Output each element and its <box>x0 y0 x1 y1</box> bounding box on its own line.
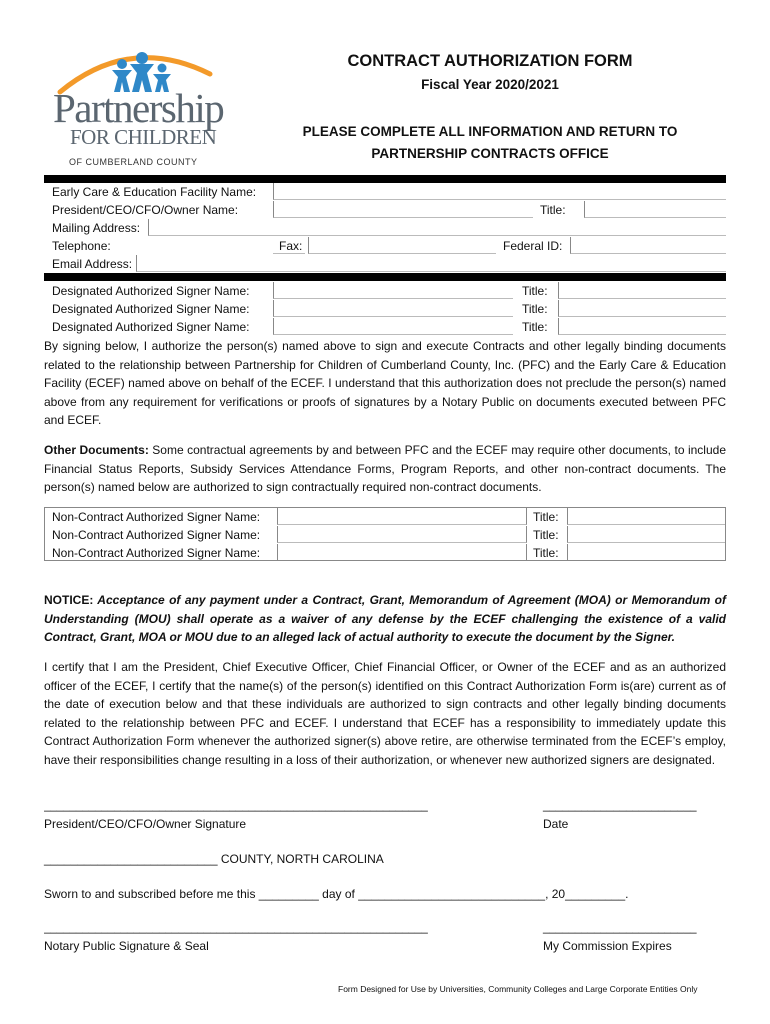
notice-heading: NOTICE: <box>44 593 94 607</box>
noncontract-title-label: Title: <box>533 510 559 524</box>
other-documents-text: Some contractual agreements by and between PFC and the ECEF may require other documents, to include Financial Status Reports, Subsidy Services Attendance Forms, Program Reports, and other non-contract documents. The person(s) named below are authorized to sign contractually required non-contract documents. <box>44 443 726 495</box>
signer-title-label: Title: <box>522 284 548 298</box>
instruction-line-1: PLEASE COMPLETE ALL INFORMATION AND RETURN TO <box>302 124 678 139</box>
form-title: CONTRACT AUTHORIZATION FORM <box>347 52 633 70</box>
signer-row <box>44 282 726 300</box>
owner-signature-line[interactable]: ____________________________________________________________ <box>44 800 428 812</box>
noncontract-name-label: Non-Contract Authorized Signer Name: <box>52 528 261 542</box>
notice-text: Acceptance of any payment under a Contract, Grant, Memorandum of Agreement (MOA) or Memorandum of Understanding (MOU) shall operate as a waiver of any defense by the ECEF challenging the existence of a valid Contract, Grant, MOA or MOU due to an alleged lack of actual authority to execute the document by the Signer. <box>44 593 726 645</box>
fax-label: Fax: <box>279 239 303 253</box>
noncontract-title-label: Title: <box>533 528 559 542</box>
instruction-line-2: PARTNERSHIP CONTRACTS OFFICE <box>371 146 609 161</box>
date-line[interactable]: ________________________ <box>543 800 697 812</box>
signer-name-label: Designated Authorized Signer Name: <box>52 284 250 298</box>
signer-title-label: Title: <box>522 320 548 334</box>
commission-expires-label: My Commission Expires <box>543 939 672 953</box>
section-divider-2 <box>44 273 726 281</box>
federal-id-label: Federal ID: <box>503 239 563 253</box>
fiscal-year: Fiscal Year 2020/2021 <box>421 77 559 92</box>
noncontract-name-field[interactable] <box>277 508 527 525</box>
owner-title-field[interactable] <box>584 201 726 218</box>
noncontract-title-field[interactable] <box>567 508 725 525</box>
noncontract-name-label: Non-Contract Authorized Signer Name: <box>52 510 261 524</box>
email-field[interactable] <box>136 255 726 272</box>
signer-name-label: Designated Authorized Signer Name: <box>52 302 250 316</box>
signer-row <box>44 318 726 336</box>
notice-paragraph <box>44 591 726 647</box>
owner-signature-label: President/CEO/CFO/Owner Signature <box>44 817 247 831</box>
noncontract-row <box>44 544 726 562</box>
noncontract-row <box>44 508 726 526</box>
other-documents-heading: Other Documents: <box>44 443 149 457</box>
signer-title-field[interactable] <box>558 300 726 317</box>
mailing-address-field[interactable] <box>148 219 726 236</box>
signer-row <box>44 300 726 318</box>
signer-name-field[interactable] <box>273 318 513 335</box>
commission-line[interactable]: ________________________ <box>543 922 697 934</box>
email-row <box>44 255 726 273</box>
authorization-paragraph: By signing below, I authorize the person(s) named above to sign and execute Contracts and other legally binding documents related to the relationship between Partnership for Children of Cumberland County, Inc. (PFC) and the Early Care & Education Facility (ECEF) named above on behalf of the ECEF. I understand that this authorization does not preclude the person(s) named above from any requirement for verifications or proofs of signatures by a Notary Public on documents executed between PFC and ECEF. <box>44 339 726 428</box>
notary-signature-line[interactable]: ____________________________________________________________ <box>44 922 428 934</box>
noncontract-title-label: Title: <box>533 546 559 560</box>
logo-for-children: FOR CHILDREN <box>70 125 217 149</box>
noncontract-title-field[interactable] <box>567 544 725 561</box>
signer-name-label: Designated Authorized Signer Name: <box>52 320 250 334</box>
notary-signature-label: Notary Public Signature & Seal <box>44 939 209 953</box>
owner-title-label: Title: <box>540 203 566 217</box>
signer-name-field[interactable] <box>273 300 513 317</box>
noncontract-name-field[interactable] <box>277 544 527 561</box>
owner-name-field[interactable] <box>273 201 533 218</box>
instruction-text <box>280 121 700 165</box>
facility-name-label: Early Care & Education Facility Name: <box>52 185 257 199</box>
other-documents-paragraph <box>44 441 726 497</box>
mailing-address-label: Mailing Address: <box>52 221 141 235</box>
noncontract-row <box>44 526 726 544</box>
federal-id-field[interactable] <box>570 237 726 254</box>
noncontract-name-field[interactable] <box>277 526 527 543</box>
fax-field[interactable] <box>308 237 496 254</box>
form-footer: Form Designed for Use by Universities, Community Colleges and Large Corporate Entities Only <box>338 984 698 994</box>
phone-row <box>44 237 726 255</box>
date-label: Date <box>543 817 569 831</box>
logo-wordmark: Partnership <box>53 85 224 131</box>
county-line[interactable]: __________________________ COUNTY, NORTH CAROLINA <box>44 852 384 866</box>
noncontract-title-field[interactable] <box>567 526 725 543</box>
certification-paragraph: I certify that I am the President, Chief Executive Officer, Chief Financial Officer, or Owner of the ECEF and as an authorized officer of the ECEF, I certify that the name(s) of the person(s) identified on this Contract Authorization Form is(are) current as of the date of execution below and that these individuals are authorized to sign contracts and other legally binding documents related to the relationship between PFC and ECEF. I understand that ECEF has a responsibility to immediately update this Contract Authorization Form whenever the authorized signer(s) above retire, are otherwise terminated from the ECEF’s employ, have their responsibilities change resulting in a loss of their authorization, or whenever new authorized signers are designated. <box>44 660 726 767</box>
logo-county: OF CUMBERLAND COUNTY <box>69 157 198 167</box>
signer-title-field[interactable] <box>558 318 726 335</box>
telephone-label: Telephone: <box>52 239 111 253</box>
signer-name-field[interactable] <box>273 282 513 299</box>
owner-name-row <box>44 201 726 219</box>
facility-name-field[interactable] <box>273 183 726 200</box>
signer-title-label: Title: <box>522 302 548 316</box>
noncontract-name-label: Non-Contract Authorized Signer Name: <box>52 546 261 560</box>
section-divider <box>44 175 726 183</box>
owner-name-label: President/CEO/CFO/Owner Name: <box>52 203 239 217</box>
sworn-line[interactable]: Sworn to and subscribed before me this _________ day of ____________________________, 20_________. <box>44 887 629 901</box>
mailing-address-row <box>44 219 726 237</box>
email-label: Email Address: <box>52 257 133 271</box>
signer-title-field[interactable] <box>558 282 726 299</box>
facility-name-row <box>44 183 726 201</box>
partnership-logo <box>50 44 250 172</box>
